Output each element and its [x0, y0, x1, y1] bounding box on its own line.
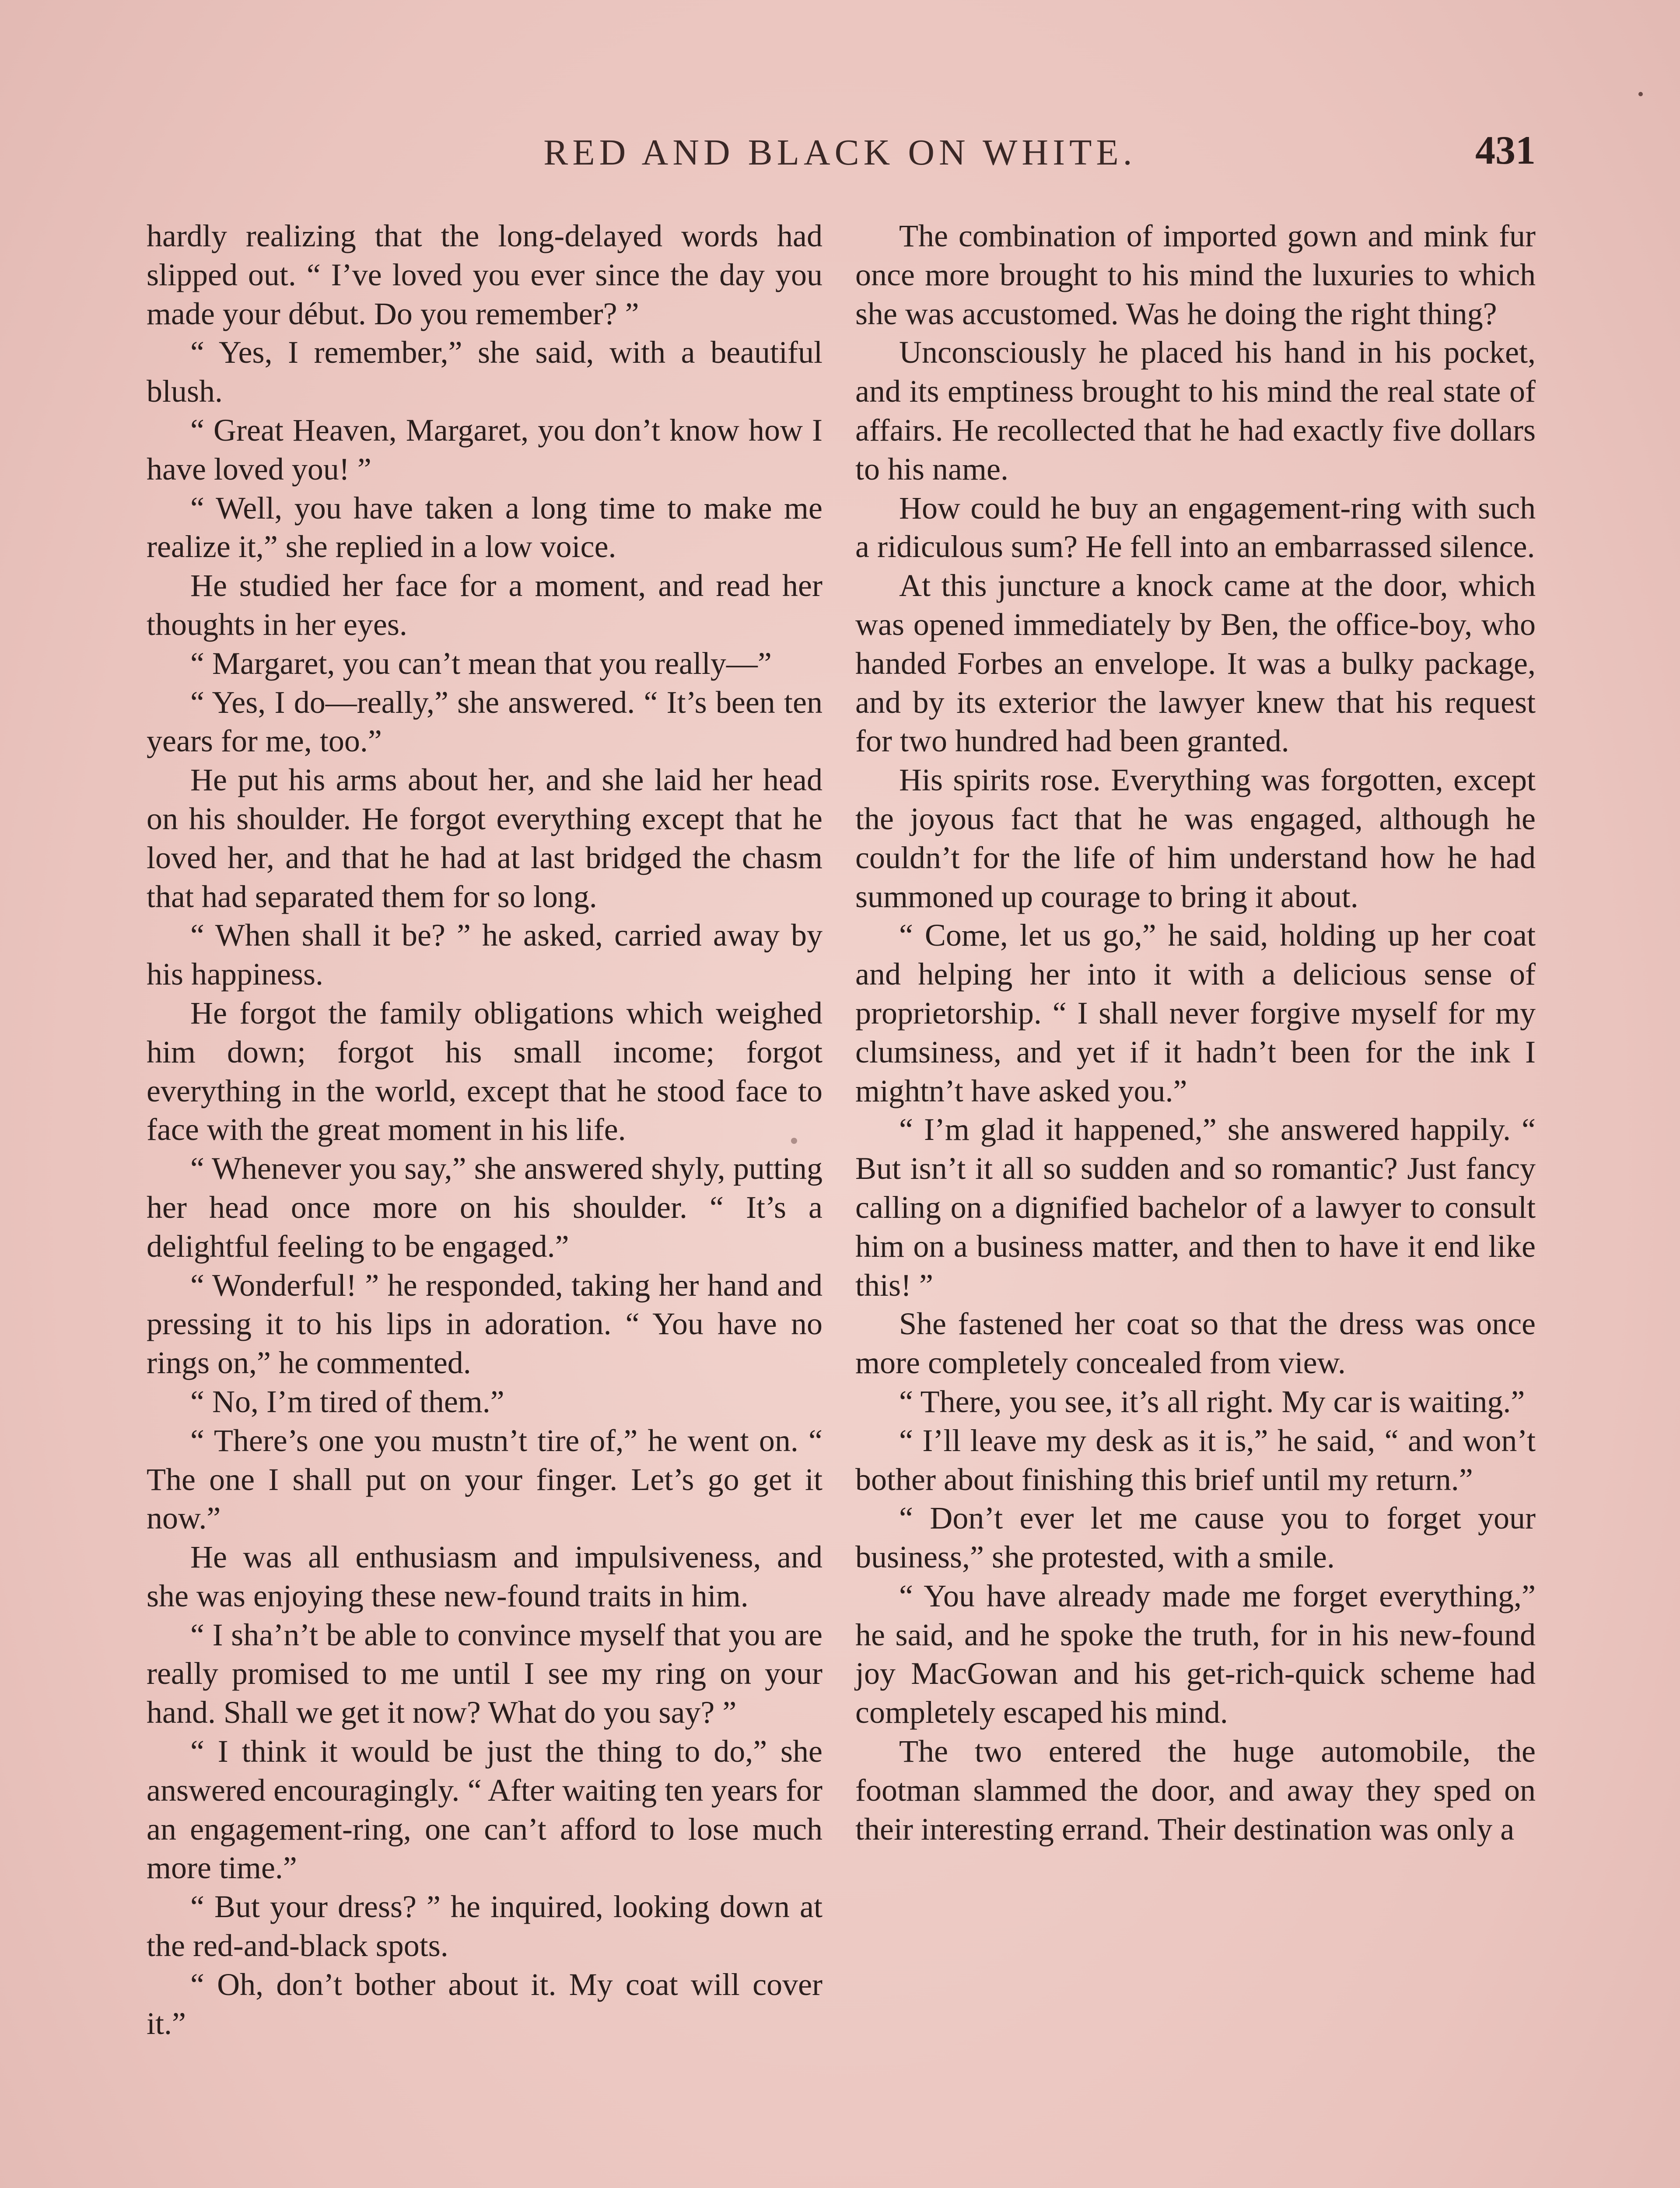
paragraph: “ Great Heaven, Margaret, you don’t know how I have loved you! ” — [147, 412, 822, 487]
paragraph: He put his arms about her, and she laid her head on his shoulder. He forgot everything except that he loved her, and that he had at last bridged the chasm that had separated them for so long. — [147, 762, 822, 914]
paragraph: “ Margaret, you can’t mean that you really—” — [190, 645, 772, 681]
paragraph: “ When shall it be? ” he asked, carried away by his happiness. — [147, 918, 822, 992]
paragraph: “ Yes, I remember,” she said, with a beautiful blush. — [147, 335, 822, 409]
paper-speck — [791, 1138, 797, 1144]
paragraph: “ Don’t ever let me cause you to forget your business,” she protested, with a smile. — [855, 1501, 1536, 1575]
paper-speck — [1638, 92, 1643, 96]
paragraph: The two entered the huge automobile, the footman slammed the door, and away they sped on their interesting errand. Their destination was only a — [855, 1734, 1536, 1847]
paragraph: “ You have already made me forget everything,” he said, and he spoke the truth, for in his new-found joy MacGowan and his get-rich-quick scheme had completely escaped his mind. — [855, 1578, 1536, 1730]
paragraph: Unconsciously he placed his hand in his pocket, and its emptiness brought to his mind the real state of affairs. He recollected that he had exactly five dollars to his name. — [855, 335, 1536, 487]
paragraph: She fastened her coat so that the dress was once more completely concealed from view. — [855, 1306, 1536, 1381]
paragraph: “ I sha’n’t be able to convince myself that you are really promised to me until I see my ring on your hand. Shall we get it now? What do you say? ” — [147, 1617, 822, 1730]
left-text-column — [147, 217, 822, 2043]
paragraph: “ Well, you have taken a long time to make me realize it,” she replied in a low voice. — [147, 490, 822, 565]
paragraph: He studied her face for a moment, and read her thoughts in her eyes. — [147, 568, 822, 642]
paragraph: He was all enthusiasm and impulsiveness, and she was enjoying these new-found traits in him. — [147, 1539, 822, 1613]
paragraph: “ I think it would be just the thing to do,” she answered encouragingly. “ After waiting ten years for an engagement-ring, one can’t afford to lose much more time.” — [147, 1734, 822, 1886]
page-number: 431 — [1475, 128, 1536, 172]
paragraph: The combination of imported gown and mink fur once more brought to his mind the luxuries to which she was accustomed. Was he doing the right thing? — [855, 218, 1536, 331]
paragraph: “ Oh, don’t bother about it. My coat will cover it.” — [147, 1967, 822, 2041]
paragraph: hardly realizing that the long-delayed words had slipped out. “ I’ve loved you ever since the day you made your début. Do you remember? ” — [147, 218, 822, 331]
running-title: RED AND BLACK ON WHITE. — [543, 132, 1137, 173]
paragraph: “ There’s one you mustn’t tire of,” he went on. “ The one I shall put on your finger. Let’s go get it now.” — [147, 1423, 822, 1536]
paragraph: “ Whenever you say,” she answered shyly, putting her head once more on his shoulder. “ It’s a delightful feeling to be engaged.” — [147, 1151, 822, 1264]
right-text-column — [855, 217, 1536, 1848]
paragraph: He forgot the family obligations which weighed him down; forgot his small income; forgot everything in the world, except that he stood face to face with the great moment in his life. — [147, 995, 822, 1147]
paragraph: “ There, you see, it’s all right. My car is waiting.” — [899, 1384, 1525, 1419]
paragraph: “ Come, let us go,” he said, holding up her coat and helping her into it with a delicious sense of proprietorship. “ I shall never forgive myself for my clumsiness, and yet if it hadn’t been for the ink I mightn’t have asked you.” — [855, 918, 1536, 1108]
paragraph: “ Yes, I do—really,” she answered. “ It’s been ten years for me, too.” — [147, 684, 822, 759]
paragraph: How could he buy an engagement-ring with such a ridiculous sum? He fell into an embarrassed silence. — [855, 490, 1536, 565]
paragraph: “ I’m glad it happened,” she answered happily. “ But isn’t it all so sudden and so romantic? Just fancy calling on a dignified bachelor of a lawyer to consult him on a business matter, and then to have it end like this! ” — [855, 1112, 1536, 1303]
paragraph: His spirits rose. Everything was forgotten, except the joyous fact that he was engaged, although he couldn’t for the life of him understand how he had summoned up courage to bring it about. — [855, 762, 1536, 914]
paragraph: At this juncture a knock came at the door, which was opened immediately by Ben, the office-boy, who handed Forbes an envelope. It was a bulky package, and by its exterior the lawyer knew that his request for two hundred had been granted. — [855, 568, 1536, 759]
paragraph: “ No, I’m tired of them.” — [190, 1384, 504, 1419]
paragraph: “ But your dress? ” he inquired, looking down at the red-and-black spots. — [147, 1889, 822, 1964]
running-header — [144, 127, 1536, 179]
paragraph: “ Wonderful! ” he responded, taking her hand and pressing it to his lips in adoration. “ You have no rings on,” he commented. — [147, 1267, 822, 1381]
paragraph: “ I’ll leave my desk as it is,” he said, “ and won’t bother about finishing this brief until my return.” — [855, 1423, 1536, 1497]
